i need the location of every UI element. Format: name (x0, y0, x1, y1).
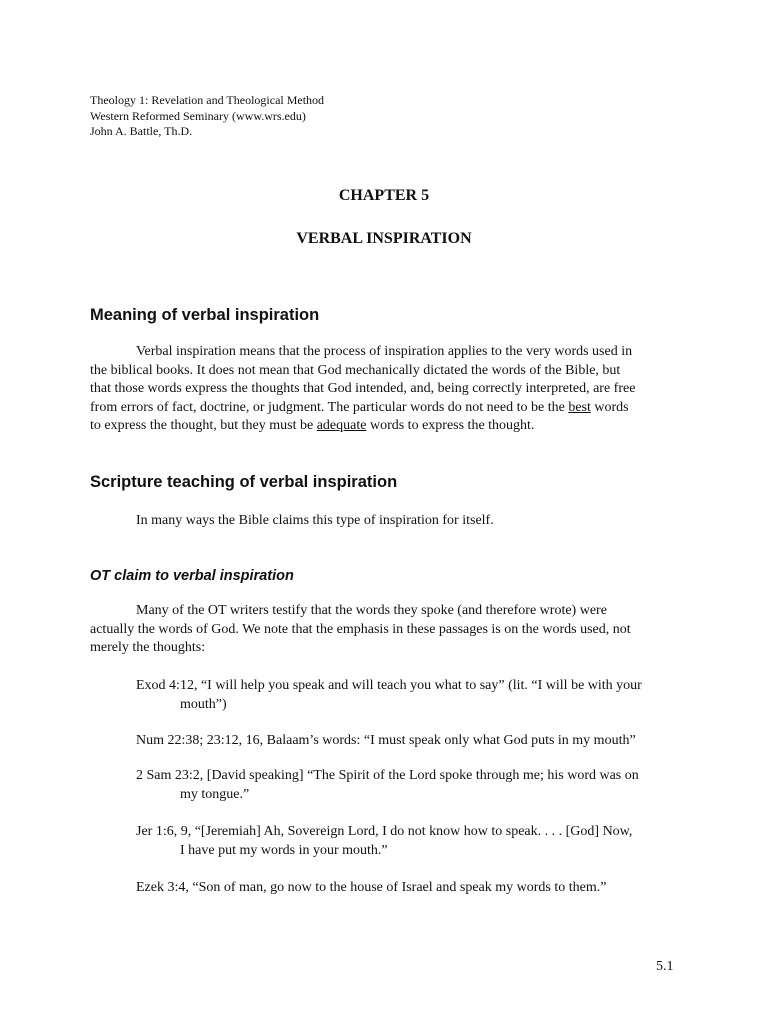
reference-2sam (136, 767, 696, 804)
ot-paragraph (90, 602, 680, 658)
chapter-title: VERBAL INSPIRATION (296, 230, 472, 247)
paragraph-line (90, 417, 680, 436)
reference-line: Num 22:38; 23:12, 16, Balaam’s words: “I must speak only what God puts in my mouth” (136, 733, 636, 748)
text-run: words (590, 399, 629, 415)
paragraph-line (90, 399, 680, 418)
reference-continuation: my tongue.” (180, 786, 250, 802)
subsection-heading-ot: OT claim to verbal inspiration (90, 568, 294, 584)
page-number: 5.1 (656, 959, 674, 974)
paragraph-line: merely the thoughts: (90, 640, 206, 656)
reference-line: Jer 1:6, 9, “[Jeremiah] Ah, Sovereign Lord, I do not know how to speak. . . . [God] Now, (136, 824, 633, 839)
section-heading-scripture: Scripture teaching of verbal inspiration (90, 473, 398, 491)
meaning-paragraph (90, 343, 680, 436)
scripture-intro-paragraph (90, 512, 680, 531)
document-header (90, 93, 324, 140)
reference-continuation: mouth”) (180, 696, 227, 712)
underlined-word-best: best (568, 399, 591, 415)
underlined-word-adequate: adequate (316, 418, 367, 434)
reference-jer (136, 823, 696, 860)
text-run: words to express the thought. (366, 418, 535, 434)
paragraph-line: that those words express the thoughts that God intended, and, being correctly interpreted, are free (90, 381, 636, 397)
section-heading-meaning: Meaning of verbal inspiration (90, 306, 320, 324)
paragraph-line: Many of the OT writers testify that the words they spoke (and therefore wrote) were (136, 603, 607, 618)
reference-line: Exod 4:12, “I will help you speak and will teach you what to say” (lit. “I will be with your (136, 678, 642, 693)
text-run: from errors of fact, doctrine, or judgment. The particular words do not need to be the (90, 399, 569, 415)
paragraph-line: Verbal inspiration means that the process of inspiration applies to the very words used in (136, 344, 633, 359)
reference-num (136, 732, 696, 751)
reference-ezek (136, 879, 696, 898)
chapter-number: CHAPTER 5 (338, 187, 430, 204)
paragraph-line: In many ways the Bible claims this type of inspiration for itself. (136, 513, 494, 528)
seminary-name: Western Reformed Seminary (www.wrs.edu) (90, 108, 306, 123)
reference-exod (136, 677, 696, 714)
reference-line: 2 Sam 23:2, [David speaking] “The Spirit of the Lord spoke through me; his word was on (136, 768, 639, 783)
paragraph-line: actually the words of God. We note that the emphasis in these passages is on the words used, not (90, 621, 631, 637)
text-run: to express the thought, but they must be (90, 418, 317, 434)
paragraph-line: the biblical books. It does not mean that God mechanically dictated the words of the Bible, but (90, 362, 621, 378)
reference-continuation: I have put my words in your mouth.” (180, 842, 388, 858)
author-name: John A. Battle, Th.D. (90, 124, 193, 138)
reference-line: Ezek 3:4, “Son of man, go now to the house of Israel and speak my words to them.” (136, 880, 607, 895)
course-title: Theology 1: Revelation and Theological Method (90, 93, 325, 107)
